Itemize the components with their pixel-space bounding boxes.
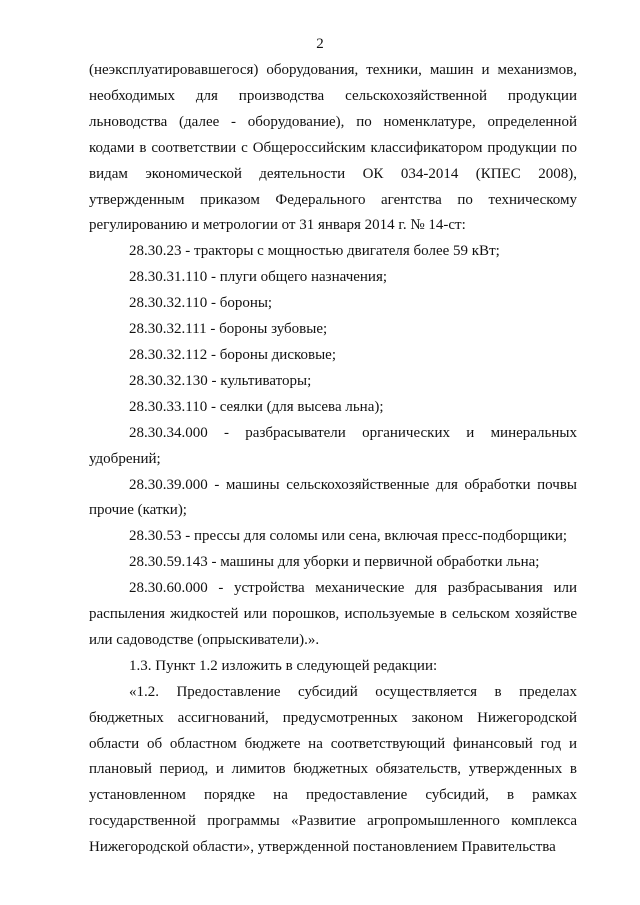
list-item-balers: 28.30.53 - прессы для соломы или сена, включая пресс-подборщики; [129,528,568,545]
list-item-rollers: 28.30.39.000 - машины сельскохозяйственные для обработки почвы прочие (катки); [89,476,577,519]
document-body [89,58,577,861]
list-item-tractors: 28.30.23 - тракторы с мощностью двигателя более 59 кВт; [129,243,500,260]
list-item-fertilizer-spreaders: 28.30.34.000 - разбрасыватели органических и минеральных удобрений; [89,424,577,467]
list-item-seeders: 28.30.33.110 - сеялки (для высева льна); [129,398,384,415]
paragraph-continuation: (неэксплуатировавшегося) оборудования, техники, машин и механизмов, необходимых для производства сельскохозяйственной продукции льноводства (далее - оборудование), по номенклатуре, определенной кодами в соответствии с Общероссийским классификатором продукции по видам экономической деятельности ОК 034-2014 (КПЕС 2008), утвержденным приказом Федерального агентства по техническому регулированию и метрологии от 31 января 2014 г. № 14-ст: [89,62,577,234]
list-item-tooth-harrows: 28.30.32.111 - бороны зубовые; [129,321,328,338]
list-item-cultivators: 28.30.32.130 - культиваторы; [129,372,312,389]
list-item-ploughs: 28.30.31.110 - плуги общего назначения; [129,269,388,286]
list-item-disc-harrows: 28.30.32.112 - бороны дисковые; [129,346,337,363]
paragraph-clause-1-2: «1.2. Предоставление субсидий осуществляется в пределах бюджетных ассигнований, предусмотренных законом Нижегородской области об областном бюджете на соответствующий финансовый год и плановый период, и лимитов бюджетных обязательств, утвержденных в установленном порядке на предоставление субсидий, в рамках государственной программы «Развитие агропромышленного комплекса Нижегородской области», утвержденной постановлением Правительства [89,683,577,856]
list-item-flax-machines: 28.30.59.143 - машины для уборки и первичной обработки льна; [129,554,540,571]
list-item-sprayers: 28.30.60.000 - устройства механические для разбрасывания или распыления жидкостей или порошков, используемые в сельском хозяйстве или садоводстве (опрыскиватели).». [89,580,577,648]
list-item-harrows: 28.30.32.110 - бороны; [129,295,273,312]
page-number: 2 [316,36,324,52]
paragraph-clause-1-3: 1.3. Пункт 1.2 изложить в следующей редакции: [129,657,438,674]
